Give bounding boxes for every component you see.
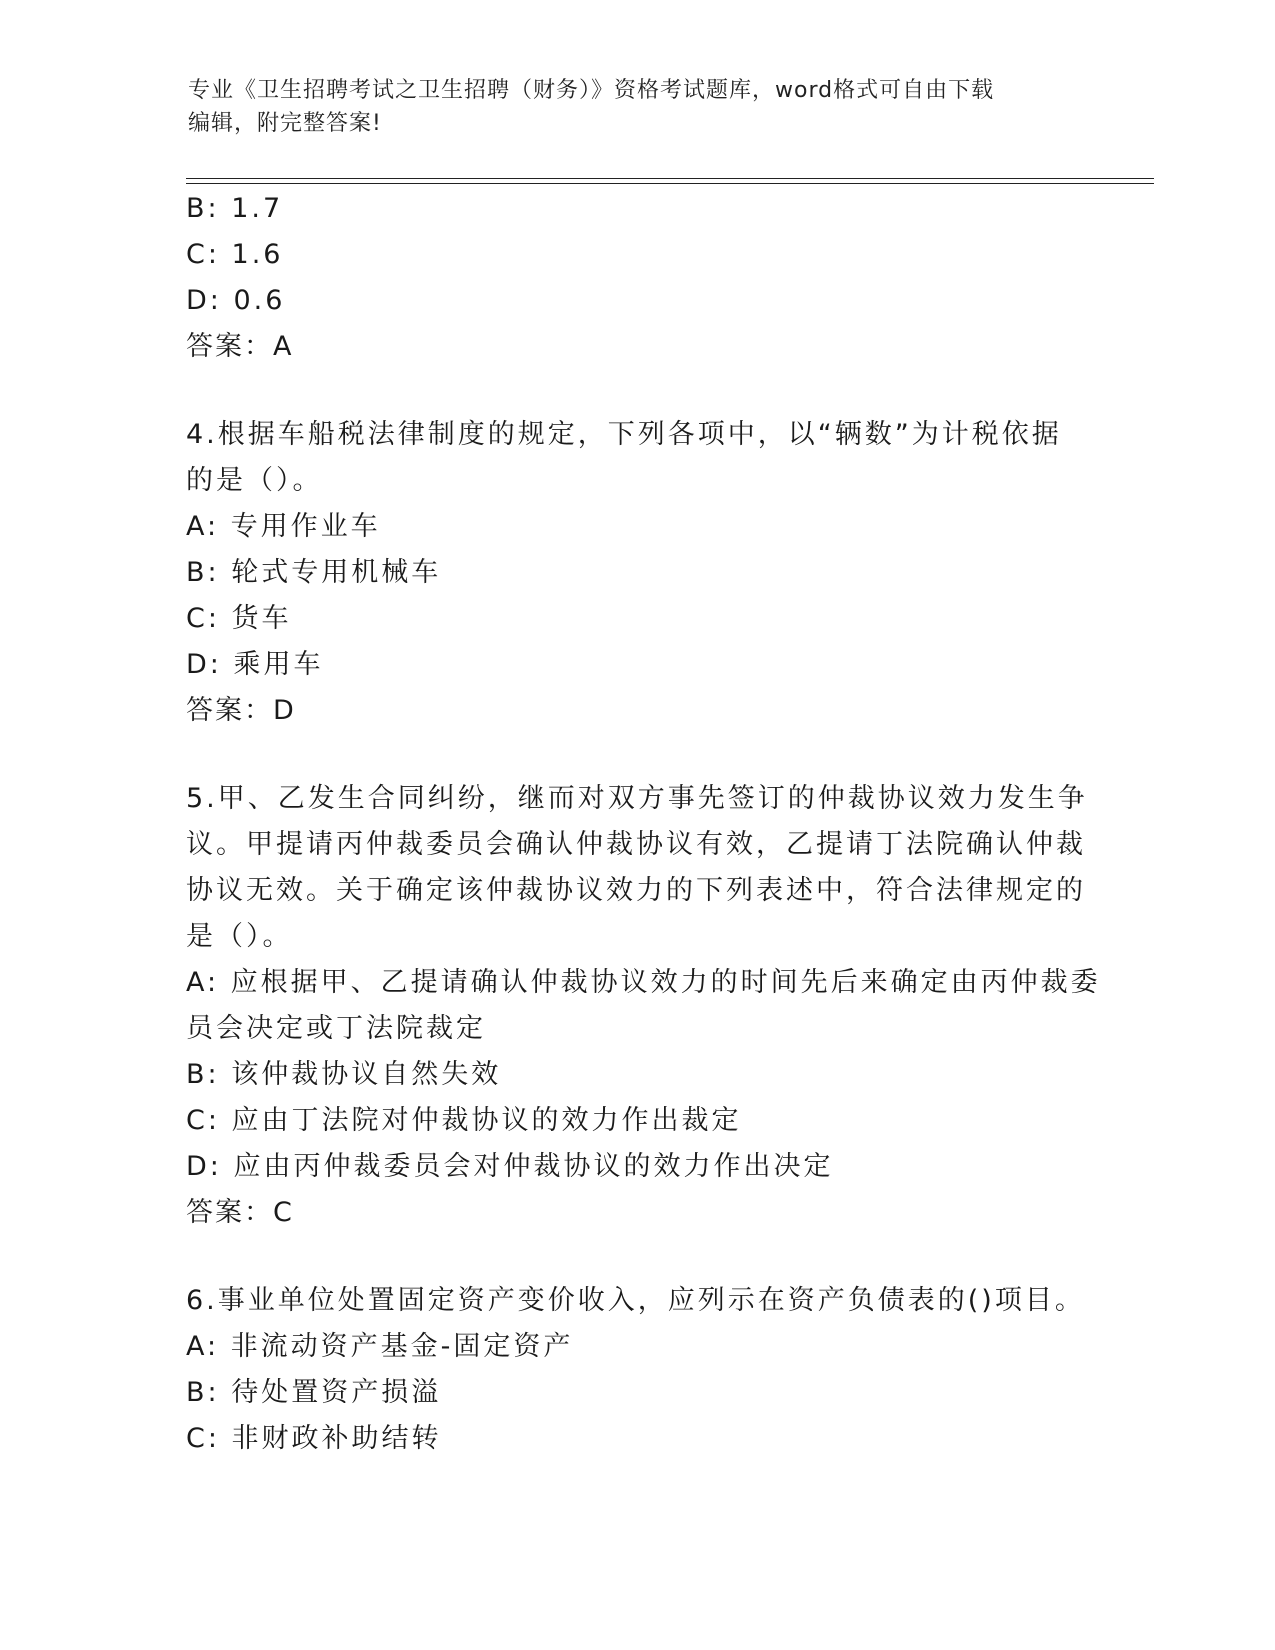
answer: 答案：A [186,331,294,362]
option-a: A: 非流动资产基金-固定资产 [186,1331,574,1362]
question-stem: 的是（）。 [186,465,323,496]
option-b: B: 待处置资产损溢 [186,1377,442,1408]
answer: 答案：D [186,695,296,726]
option-b: B: 轮式专用机械车 [186,557,442,588]
option-d: D: 0.6 [186,285,286,316]
question-5-block [186,776,1101,1236]
option-b: B: 1.7 [186,193,284,224]
option-c: C: 货车 [186,603,292,634]
option-c: C: 1.6 [186,239,284,270]
question-stem: 4.根据车船税法律制度的规定，下列各项中，以“辆数”为计税依据 [186,419,1062,450]
question-3-block [186,186,1086,370]
option-a: A: 专用作业车 [186,511,381,542]
question-4-block [186,412,1086,734]
question-6-block [186,1278,1086,1462]
option-a-continued: 员会决定或丁法院裁定 [186,1013,486,1044]
option-d: D: 乘用车 [186,649,324,680]
question-stem: 5.甲、乙发生合同纠纷，继而对双方事先签订的仲裁协议效力发生争 [186,783,1088,814]
document-body [186,186,1101,1462]
header-rule-top [186,178,1154,179]
document-header [188,74,1088,140]
question-stem: 议。甲提请丙仲裁委员会确认仲裁协议有效，乙提请丁法院确认仲裁 [186,829,1086,860]
option-d: D: 应由丙仲裁委员会对仲裁协议的效力作出决定 [186,1151,834,1182]
option-a: A: 应根据甲、乙提请确认仲裁协议效力的时间先后来确定由丙仲裁委 [186,967,1101,998]
header-line-1: 专业《卫生招聘考试之卫生招聘（财务）》资格考试题库，word格式可自由下载 [188,78,995,103]
option-c: C: 应由丁法院对仲裁协议的效力作出裁定 [186,1105,742,1136]
question-stem: 是（）。 [186,921,293,952]
spacer [186,370,1086,412]
spacer [186,734,1086,776]
answer: 答案：C [186,1197,294,1228]
header-rule-bottom [186,183,1154,184]
spacer [186,1236,1086,1278]
option-b: B: 该仲裁协议自然失效 [186,1059,502,1090]
header-line-2: 编辑，附完整答案! [188,111,382,136]
question-stem: 协议无效。关于确定该仲裁协议效力的下列表述中，符合法律规定的 [186,875,1086,906]
option-c: C: 非财政补助结转 [186,1423,442,1454]
question-stem: 6.事业单位处置固定资产变价收入，应列示在资产负债表的()项目。 [186,1285,1085,1316]
